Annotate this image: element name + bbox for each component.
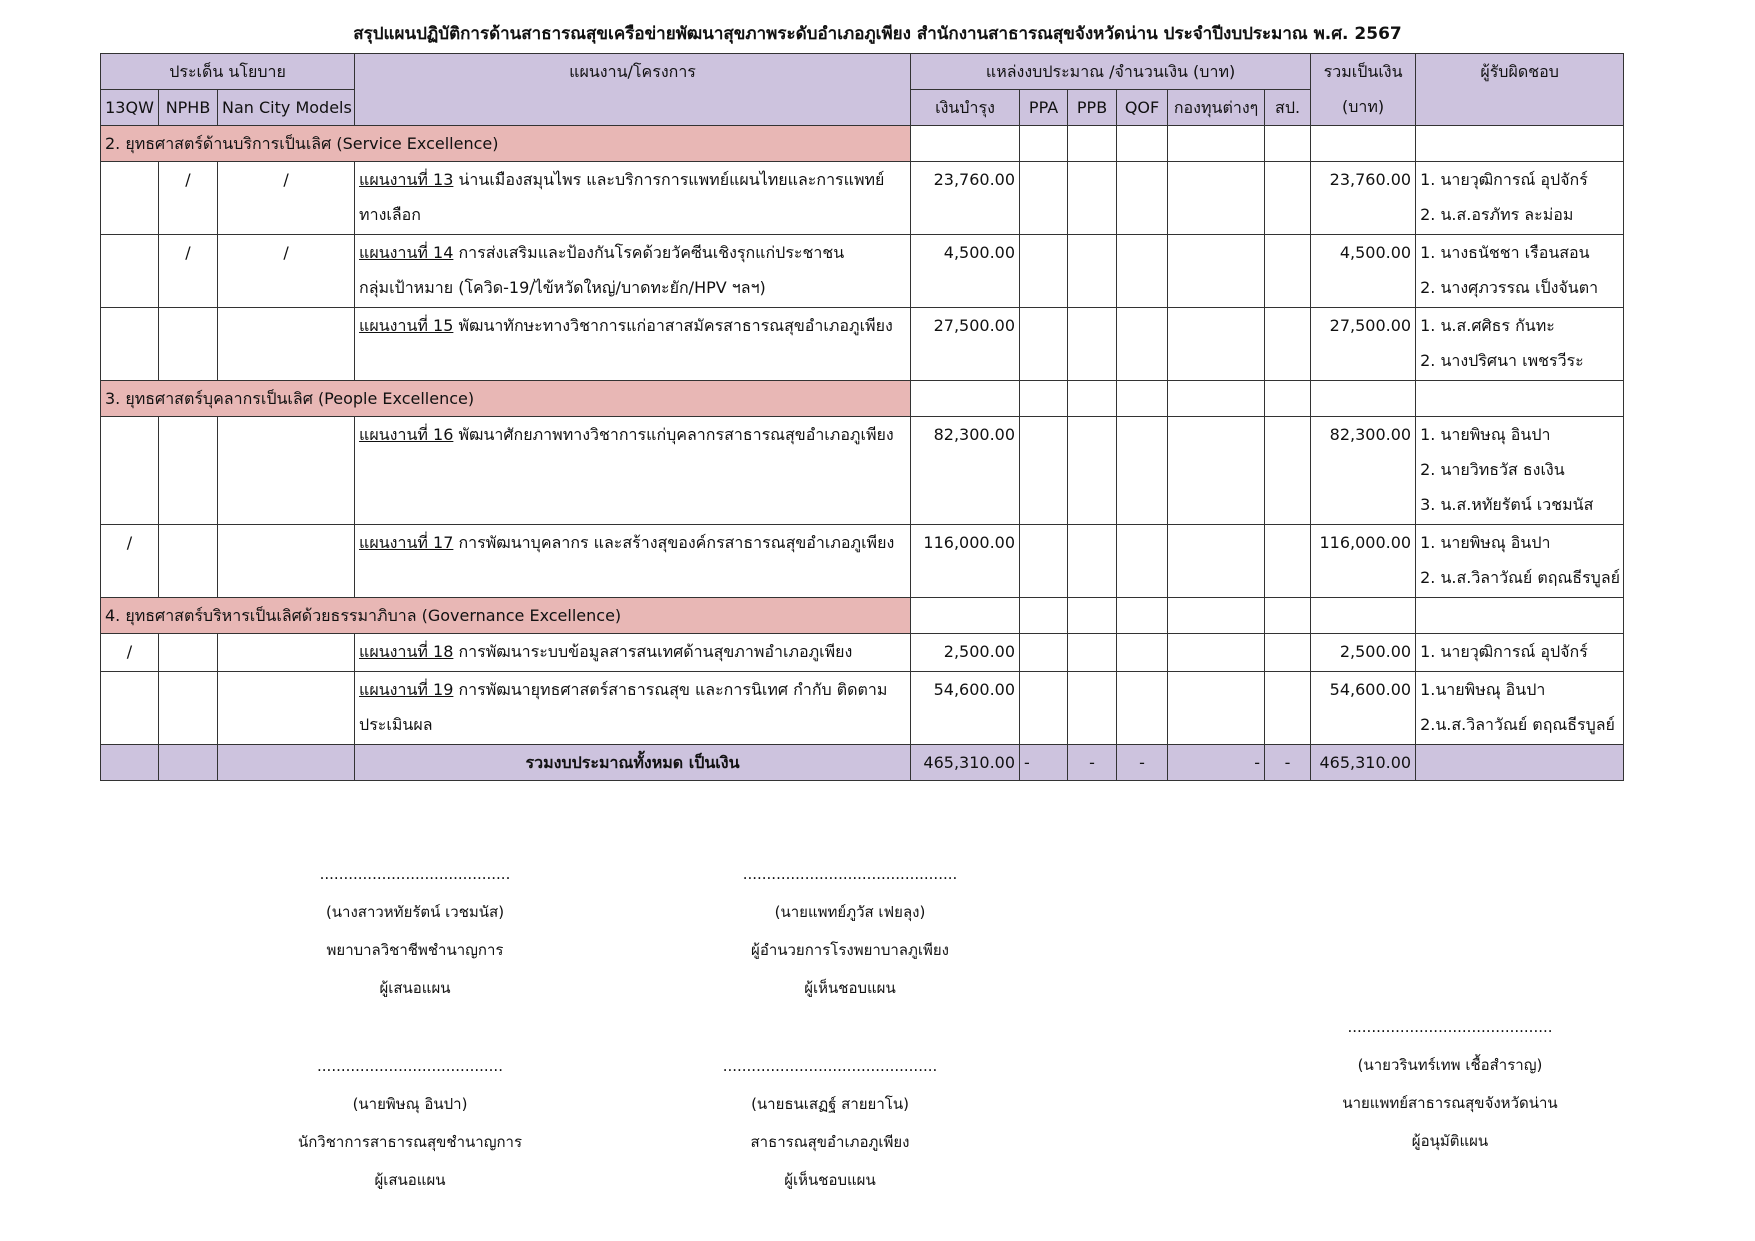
amount-total: 27,500.00 <box>1311 308 1416 381</box>
plan-row <box>101 672 1624 745</box>
plan-text: พัฒนาศักยภาพทางวิชาการแก่บุคลากรสาธารณสุขอำเภอภูเพียง <box>453 425 894 444</box>
signer-position: นักวิชาการสาธารณสุขชำนาญการ <box>297 1133 523 1151</box>
col-nphb: NPHB <box>159 90 218 126</box>
plan-text: การพัฒนายุทธศาสตร์สาธารณสุข และการนิเทศ กำกับ ติดตาม <box>453 680 888 699</box>
check-13qw: / <box>101 634 159 672</box>
col-ppb: PPB <box>1068 90 1117 126</box>
signer-name: (นายพิษณุ อินปา) <box>352 1095 468 1113</box>
responsible-person: 2. นายวิทธวัส ธงเงิน <box>1420 460 1565 479</box>
responsible-person: 1. น.ส.ศศิธร กันทะ <box>1420 316 1555 335</box>
responsible-person: 1. นายวุฒิการณ์ อุปจักร์ <box>1420 642 1588 661</box>
signer-role: ผู้เสนอแผน <box>374 1171 446 1189</box>
amount-maintenance: 82,300.00 <box>911 417 1020 525</box>
amount-maintenance: 23,760.00 <box>911 162 1020 235</box>
grand-total-sum: 465,310.00 <box>1311 745 1416 781</box>
responsible-person: 2. น.ส.อรภัทร ละม่อม <box>1420 205 1574 224</box>
responsible-person: 3. น.ส.หทัยรัตน์ เวชมนัส <box>1420 495 1594 514</box>
amount-maintenance: 116,000.00 <box>911 525 1020 598</box>
check-nan-city <box>218 672 355 745</box>
amount-total: 116,000.00 <box>1311 525 1416 598</box>
budget-table <box>100 53 1624 781</box>
signer-name: (นายแพทย์ภูวัส เฟยลุง) <box>774 903 926 921</box>
grand-total-ppb: - <box>1068 745 1117 781</box>
plan-number: แผนงานที่ 15 <box>359 316 454 335</box>
section-label: 2. ยุทธศาสตร์ด้านบริการเป็นเลิศ (Service Excellence) <box>101 126 911 162</box>
responsible-cell <box>1416 235 1624 308</box>
plan-header: แผนงาน/โครงการ <box>355 54 911 126</box>
check-nphb <box>159 634 218 672</box>
plan-text: การส่งเสริมและป้องกันโรคด้วยวัคซีนเชิงรุกแก่ประชาชน <box>453 243 845 262</box>
responsible-header: ผู้รับผิดชอบ <box>1416 54 1624 126</box>
plan-cell <box>355 308 911 381</box>
plan-number: แผนงานที่ 16 <box>359 425 454 444</box>
plan-text-cont: ประเมินผล <box>359 715 433 734</box>
plan-row <box>101 634 1624 672</box>
plan-text-cont: ทางเลือก <box>359 205 421 224</box>
check-nan-city: / <box>218 235 355 308</box>
grand-total-maintenance: 465,310.00 <box>911 745 1020 781</box>
signer-position: สาธารณสุขอำเภอภูเพียง <box>750 1133 910 1151</box>
signature-block-1: ........................................ (นางสาวหทัยรัตน์ เวชมนัส) พยาบาลวิชาชีพชำนาญการ ผู้เสนอแผน <box>280 855 550 1007</box>
responsible-person: 1. นายวุฒิการณ์ อุปจักร์ <box>1420 170 1588 189</box>
check-13qw <box>101 308 159 381</box>
responsible-cell <box>1416 525 1624 598</box>
signature-block-3: ....................................... (นายพิษณุ อินปา) นักวิชาการสาธารณสุขชำนาญการ ผู้เสนอแผน <box>260 1047 560 1199</box>
responsible-person: 2. นางปริศนา เพชรวีระ <box>1420 351 1584 370</box>
plan-number: แผนงานที่ 13 <box>359 170 454 189</box>
responsible-cell <box>1416 308 1624 381</box>
signer-role: ผู้เห็นชอบแผน <box>804 979 896 997</box>
responsible-person: 2. น.ส.วิลาวัณย์ ตฤณธีรบูลย์ <box>1420 568 1620 587</box>
amount-total: 4,500.00 <box>1311 235 1416 308</box>
plan-cell <box>355 162 911 235</box>
grand-total-label: รวมงบประมาณทั้งหมด เป็นเงิน <box>355 745 911 781</box>
section-row <box>101 381 1624 417</box>
check-13qw: / <box>101 525 159 598</box>
check-nan-city <box>218 634 355 672</box>
plan-row <box>101 235 1624 308</box>
plan-cell <box>355 235 911 308</box>
signer-position: นายแพทย์สาธารณสุขจังหวัดน่าน <box>1342 1094 1558 1112</box>
responsible-cell <box>1416 417 1624 525</box>
responsible-person: 2.น.ส.วิลาวัณย์ ตฤณธีรบูลย์ <box>1420 715 1615 734</box>
plan-text: การพัฒนาระบบข้อมูลสารสนเทศด้านสุขภาพอำเภอภูเพียง <box>453 642 853 661</box>
check-13qw <box>101 417 159 525</box>
plan-row <box>101 308 1624 381</box>
signer-role: ผู้เห็นชอบแผน <box>784 1171 876 1189</box>
responsible-cell <box>1416 634 1624 672</box>
responsible-person: 1. นายพิษณุ อินปา <box>1420 425 1551 444</box>
signer-name: (นายธนเสฏฐ์ สายยาโน) <box>751 1095 909 1113</box>
budget-source-header: แหล่งงบประมาณ /จำนวนเงิน (บาท) <box>911 54 1311 90</box>
signature-block-5: ........................................... (นายวรินทร์เทพ เชื้อสำราญ) นายแพทย์สาธารณสุขจังหวัดน่าน ผู้อนุมัติแผน <box>1300 1008 1600 1160</box>
grand-total-ppa: - <box>1020 745 1068 781</box>
plan-text: น่านเมืองสมุนไพร และบริการการแพทย์แผนไทยและการแพทย์ <box>453 170 885 189</box>
grand-total-funds: - <box>1168 745 1265 781</box>
amount-maintenance: 4,500.00 <box>911 235 1020 308</box>
policy-header: ประเด็น นโยบาย <box>101 54 355 90</box>
col-maintenance: เงินบำรุง <box>911 90 1020 126</box>
plan-row <box>101 162 1624 235</box>
responsible-cell <box>1416 672 1624 745</box>
plan-cell <box>355 417 911 525</box>
plan-cell <box>355 525 911 598</box>
col-13qw: 13QW <box>101 90 159 126</box>
amount-maintenance: 27,500.00 <box>911 308 1020 381</box>
section-row <box>101 598 1624 634</box>
signature-block-2: ............................................. (นายแพทย์ภูวัส เฟยลุง) ผู้อำนวยการโรงพยาบาลภูเพียง ผู้เห็นชอบแผน <box>700 855 1000 1007</box>
check-nphb <box>159 417 218 525</box>
check-nphb <box>159 525 218 598</box>
check-nan-city <box>218 417 355 525</box>
check-nan-city: / <box>218 162 355 235</box>
col-qof: QOF <box>1117 90 1168 126</box>
total-header: รวมเป็นเงิน (บาท) <box>1311 54 1416 126</box>
check-13qw <box>101 672 159 745</box>
col-spo: สป. <box>1265 90 1311 126</box>
grand-total-qof: - <box>1117 745 1168 781</box>
section-row <box>101 126 1624 162</box>
plan-number: แผนงานที่ 19 <box>359 680 454 699</box>
responsible-person: 2. นางศุภวรรณ เป็งจันตา <box>1420 278 1599 297</box>
amount-total: 82,300.00 <box>1311 417 1416 525</box>
amount-maintenance: 54,600.00 <box>911 672 1020 745</box>
responsible-person: 1. นางธนัชชา เรือนสอน <box>1420 243 1590 262</box>
col-ppa: PPA <box>1020 90 1068 126</box>
check-nphb: / <box>159 162 218 235</box>
plan-number: แผนงานที่ 17 <box>359 533 454 552</box>
check-nan-city <box>218 525 355 598</box>
amount-maintenance: 2,500.00 <box>911 634 1020 672</box>
check-nphb <box>159 672 218 745</box>
check-13qw <box>101 162 159 235</box>
plan-row <box>101 417 1624 525</box>
signer-position: ผู้อำนวยการโรงพยาบาลภูเพียง <box>751 941 949 959</box>
signer-name: (นางสาวหทัยรัตน์ เวชมนัส) <box>325 903 505 921</box>
plan-row <box>101 525 1624 598</box>
amount-total: 54,600.00 <box>1311 672 1416 745</box>
col-funds: กองทุนต่างๆ <box>1168 90 1265 126</box>
plan-number: แผนงานที่ 18 <box>359 642 454 661</box>
amount-total: 2,500.00 <box>1311 634 1416 672</box>
col-nan-city: Nan City Models <box>218 90 355 126</box>
signer-position: พยาบาลวิชาชีพชำนาญการ <box>326 941 504 959</box>
plan-text-cont: กลุ่มเป้าหมาย (โควิด-19/ไข้หวัดใหญ่/บาดทะยัก/HPV ฯลฯ) <box>359 278 766 297</box>
section-label: 4. ยุทธศาสตร์บริหารเป็นเลิศด้วยธรรมาภิบาล (Governance Excellence) <box>101 598 911 634</box>
signer-role: ผู้เสนอแผน <box>379 979 451 997</box>
responsible-cell <box>1416 162 1624 235</box>
check-nphb: / <box>159 235 218 308</box>
responsible-person: 1.นายพิษณุ อินปา <box>1420 680 1546 699</box>
check-nphb <box>159 308 218 381</box>
signature-block-4: ............................................. (นายธนเสฏฐ์ สายยาโน) สาธารณสุขอำเภอภูเพียง ผู้เห็นชอบแผน <box>680 1047 980 1199</box>
grand-total-spo: - <box>1265 745 1311 781</box>
document-title: สรุปแผนปฏิบัติการด้านสาธารณสุขเครือข่ายพัฒนาสุขภาพระดับอำเภอภูเพียง สำนักงานสาธารณสุขจังหวัดน่าน ประจำปีงบประมาณ พ.ศ. 2567 <box>353 24 1402 44</box>
plan-text: พัฒนาทักษะทางวิชาการแก่อาสาสมัครสาธารณสุขอำเภอภูเพียง <box>453 316 893 335</box>
responsible-person: 1. นายพิษณุ อินปา <box>1420 533 1551 552</box>
section-label: 3. ยุทธศาสตร์บุคลากรเป็นเลิศ (People Excellence) <box>101 381 911 417</box>
check-nan-city <box>218 308 355 381</box>
plan-cell <box>355 634 911 672</box>
amount-total: 23,760.00 <box>1311 162 1416 235</box>
header-row-1 <box>101 54 1624 90</box>
plan-cell <box>355 672 911 745</box>
check-13qw <box>101 235 159 308</box>
grand-total-row <box>101 745 1624 781</box>
signer-role: ผู้อนุมัติแผน <box>1411 1132 1489 1150</box>
plan-text: การพัฒนาบุคลากร และสร้างสุของค์กรสาธารณสุขอำเภอภูเพียง <box>453 533 895 552</box>
signer-name: (นายวรินทร์เทพ เชื้อสำราญ) <box>1357 1056 1543 1074</box>
plan-number: แผนงานที่ 14 <box>359 243 454 262</box>
